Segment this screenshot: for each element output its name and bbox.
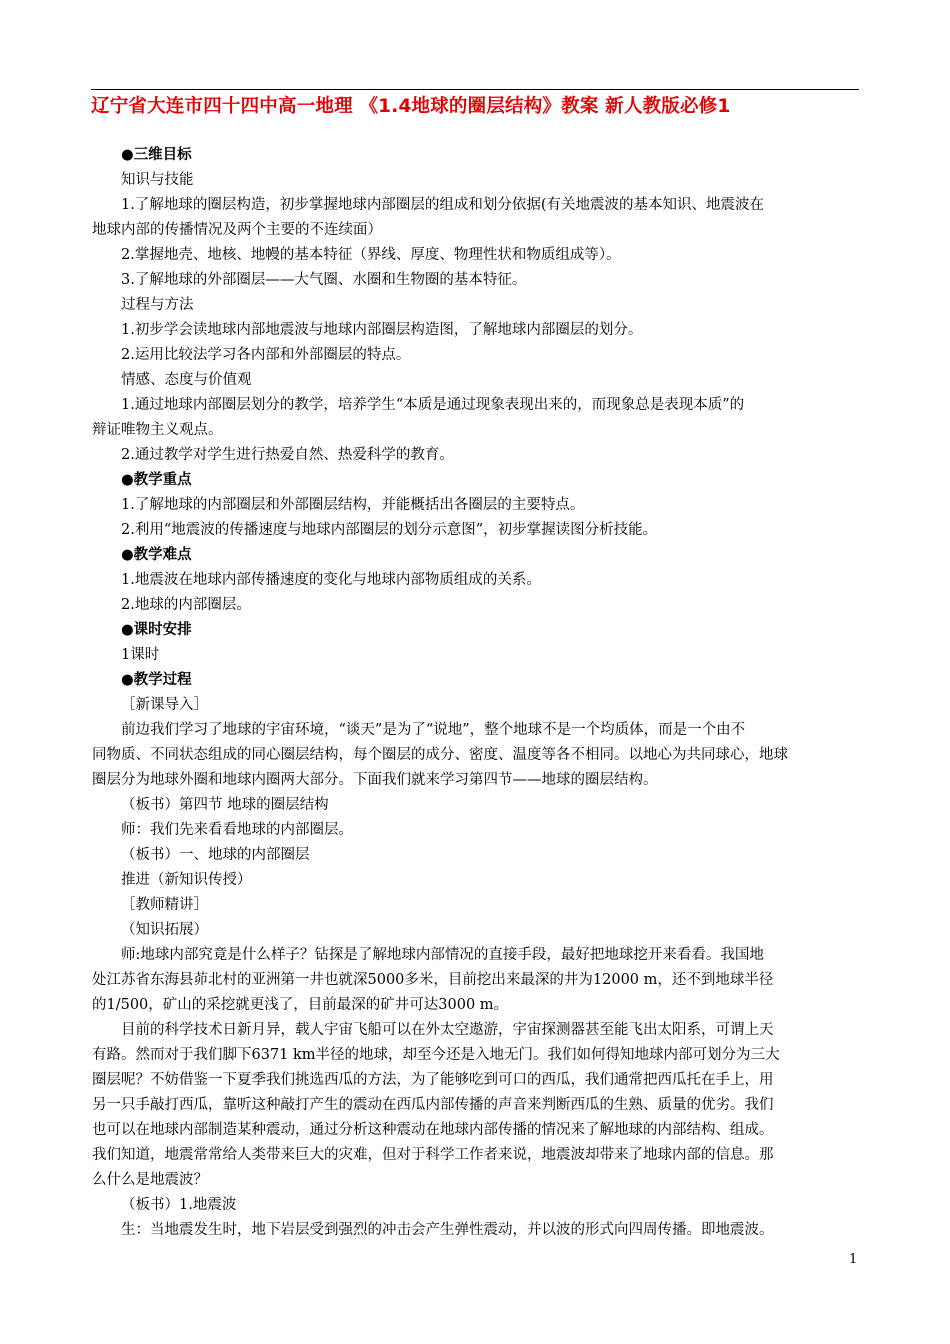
text-line: 2.利用“地震波的传播速度与地球内部圈层的划分示意图”，初步掌握读图分析技能。 xyxy=(121,522,658,538)
text-line: 同物质、不同状态组成的同心圈层结构，每个圈层的成分、密度、温度等各不相同。以地心为共同球心，地球 xyxy=(92,747,788,763)
text-line: 1.地震波在地球内部传播速度的变化与地球内部物质组成的关系。 xyxy=(121,572,541,588)
text-line: 1.初步学会读地球内部地震波与地球内部圈层构造图，了解地球内部圈层的划分。 xyxy=(121,322,643,338)
text-line: 2.运用比较法学习各内部和外部圈层的特点。 xyxy=(121,347,411,363)
text-line: 1.通过地球内部圈层划分的教学，培养学生“本质是通过现象表现出来的，而现象总是表现本质”的 xyxy=(121,397,745,413)
text-line: 生：当地震发生时，地下岩层受到强烈的冲击会产生弹性震动，并以波的形式向四周传播。即地震波。 xyxy=(121,1222,774,1238)
text-line: 前边我们学习了地球的宇宙环境，“谈天”是为了“说地”，整个地球不是一个均质体，而是一个由不 xyxy=(121,722,746,738)
text-line: 圈层分为地球外圈和地球内圈两大部分。下面我们就来学习第四节——地球的圈层结构。 xyxy=(92,772,658,788)
section-heading: ●教学难点 xyxy=(121,547,192,563)
text-line: （板书）第四节 地球的圈层结构 xyxy=(121,797,329,813)
text-line: （板书）1.地震波 xyxy=(121,1197,237,1213)
text-line: 1课时 xyxy=(121,647,160,663)
text-line: 2.通过教学对学生进行热爱自然、热爱科学的教育。 xyxy=(121,447,454,463)
text-line: 师：我们先来看看地球的内部圈层。 xyxy=(121,822,353,838)
text-line: 另一只手敲打西瓜，靠听这种敲打产生的震动在西瓜内部传播的声音来判断西瓜的生熟、质量的优劣。我们 xyxy=(92,1097,774,1113)
section-heading: ●课时安排 xyxy=(121,622,192,638)
text-line: 处江苏省东海县茆北村的亚洲第一井也就深5000多米，目前挖出来最深的井为12000 m，还不到地球半径 xyxy=(92,972,774,988)
text-line: 1.了解地球的内部圈层和外部圈层结构，并能概括出各圈层的主要特点。 xyxy=(121,497,585,513)
text-line: 有路。然而对于我们脚下6371 km半径的地球，却至今还是入地无门。我们如何得知地球内部可划分为三大 xyxy=(92,1047,780,1063)
text-line: 2.掌握地壳、地核、地幔的基本特征（界线、厚度、物理性状和物质组成等）。 xyxy=(121,247,621,263)
text-line: 我们知道，地震常常给人类带来巨大的灾难，但对于科学工作者来说，地震波却带来了地球内部的信息。那 xyxy=(92,1147,774,1163)
document-title: 辽宁省大连市四十四中高一地理 《1.4地球的圈层结构》教案 新人教版必修1 xyxy=(91,96,731,117)
text-line: 么什么是地震波？ xyxy=(92,1172,208,1188)
text-line: 也可以在地球内部制造某种震动，通过分析这种震动在地球内部传播的情况来了解地球的内部结构、组成。 xyxy=(92,1122,774,1138)
text-line: 的1/500，矿山的采挖就更浅了，目前最深的矿井可达3000 m。 xyxy=(92,997,509,1013)
text-line: 地球内部的传播情况及两个主要的不连续面） xyxy=(92,222,382,238)
text-line: 知识与技能 xyxy=(121,172,194,188)
document-body xyxy=(92,143,860,1243)
text-line: ［新课导入］ xyxy=(121,697,208,713)
page-number: 1 xyxy=(849,1252,858,1267)
text-line: ［教师精讲］ xyxy=(121,897,208,913)
text-line: 师:地球内部究竟是什么样子？钻探是了解地球内部情况的直接手段，最好把地球挖开来看看。我国地 xyxy=(121,947,764,963)
text-line: 辩证唯物主义观点。 xyxy=(92,422,223,438)
text-line: 圈层呢？不妨借鉴一下夏季我们挑选西瓜的方法，为了能够吃到可口的西瓜，我们通常把西瓜托在手上，用 xyxy=(92,1072,774,1088)
text-line: 过程与方法 xyxy=(121,297,194,313)
text-line: 2.地球的内部圈层。 xyxy=(121,597,251,613)
text-line: 3.了解地球的外部圈层——大气圈、水圈和生物圈的基本特征。 xyxy=(121,272,527,288)
text-line: （知识拓展） xyxy=(121,922,208,938)
text-line: 目前的科学技术日新月异，载人宇宙飞船可以在外太空遨游，宇宙探测器甚至能飞出太阳系，可谓上天 xyxy=(121,1022,774,1038)
header-rule xyxy=(91,89,859,90)
text-line: （板书）一、地球的内部圈层 xyxy=(121,847,310,863)
section-heading: ●三维目标 xyxy=(121,147,192,163)
text-line: 1.了解地球的圈层构造，初步掌握地球内部圈层的组成和划分依据(有关地震波的基本知识、地震波在 xyxy=(121,197,764,213)
text-line: 情感、态度与价值观 xyxy=(121,372,252,388)
section-heading: ●教学过程 xyxy=(121,672,192,688)
section-heading: ●教学重点 xyxy=(121,472,192,488)
text-line: 推进（新知识传授） xyxy=(121,872,252,888)
